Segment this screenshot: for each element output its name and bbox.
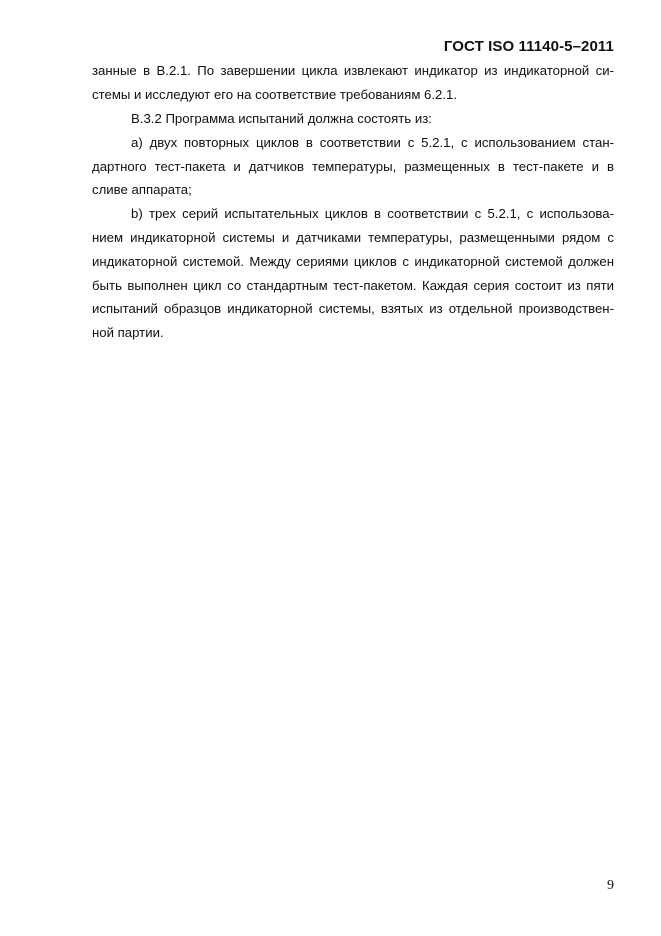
page-number: 9 bbox=[607, 878, 614, 893]
text-line-4: а) двух повторных циклов в соответствии с 5.2.1, с использованием стан- bbox=[131, 135, 614, 150]
text-line-6: сливе аппарата; bbox=[92, 182, 192, 197]
text-line-1: занные в В.2.1. По завершении цикла извлекают индикатор из индикаторной си- bbox=[92, 63, 614, 78]
text-line-7: b) трех серий испытательных циклов в соответствии с 5.2.1, с использова- bbox=[131, 206, 614, 221]
document-header-title: ГОСТ ISO 11140-5–2011 bbox=[443, 38, 614, 55]
text-line-10: быть выполнен цикл со стандартным тест-пакетом. Каждая серия состоит из пяти bbox=[92, 278, 614, 293]
text-line-3: В.3.2 Программа испытаний должна состоять из: bbox=[131, 111, 432, 126]
text-line-12: ной партии. bbox=[92, 325, 164, 340]
text-line-8: нием индикаторной системы и датчиками температуры, размещенными рядом с bbox=[92, 230, 614, 245]
text-line-5: дартного тест-пакета и датчиков температуры, размещенных в тест-пакете и в bbox=[92, 159, 614, 174]
text-line-2: стемы и исследуют его на соответствие требованиям 6.2.1. bbox=[92, 87, 458, 102]
text-line-9: индикаторной системой. Между сериями циклов с индикаторной системой должен bbox=[92, 254, 614, 269]
text-line-11: испытаний образцов индикаторной системы, взятых из отдельной производствен- bbox=[92, 301, 614, 316]
